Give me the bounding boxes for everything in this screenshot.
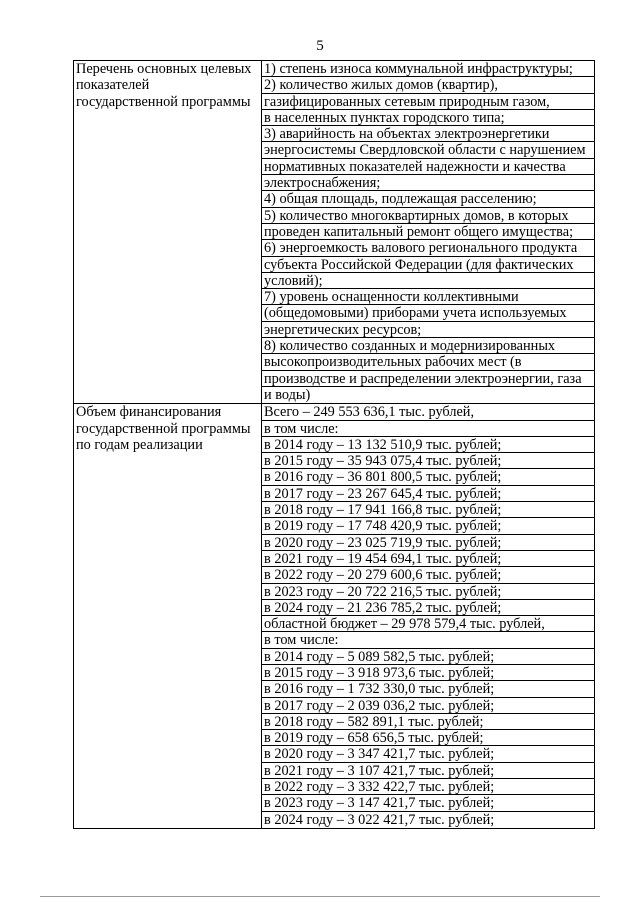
row-label-line: государственной программы <box>76 93 251 110</box>
row-value-line: высокопроизводительных рабочих мест (в <box>262 354 594 370</box>
row-value-line: в 2019 году – 17 748 420,9 тыс. рублей; <box>262 518 594 534</box>
row-value-line: энергетических ресурсов; <box>262 322 594 338</box>
table-row <box>74 61 595 404</box>
row-value-line: 4) общая площадь, подлежащая расселению; <box>262 191 594 207</box>
row-value-line: в 2018 году – 582 891,1 тыс. рублей; <box>262 714 594 730</box>
page-number: 5 <box>316 38 324 54</box>
table-row <box>74 404 595 829</box>
row-value-line: в 2022 году – 20 279 600,6 тыс. рублей; <box>262 567 594 583</box>
row-value-line: в 2015 году – 35 943 075,4 тыс. рублей; <box>262 453 594 469</box>
page-bottom-rule <box>40 896 600 897</box>
row-value-line: в том числе: <box>262 421 594 437</box>
row-value-line: в 2024 году – 3 022 421,7 тыс. рублей; <box>264 811 495 828</box>
row-value-line: в 2024 году – 21 236 785,2 тыс. рублей; <box>262 600 594 616</box>
row-value-line: в 2014 году – 13 132 510,9 тыс. рублей; <box>262 437 594 453</box>
row-value-line: 8) количество созданных и модернизированных <box>262 338 594 354</box>
row-value-line: в 2016 году – 1 732 330,0 тыс. рублей; <box>262 681 594 697</box>
row-value-cell <box>262 404 595 829</box>
row-value-line: в 2021 году – 19 454 694,1 тыс. рублей; <box>262 551 594 567</box>
row-value-line: 7) уровень оснащенности коллективными <box>262 289 594 305</box>
row-value-line: Всего – 249 553 636,1 тыс. рублей, <box>262 404 594 420</box>
row-value-line: 6) энергоемкость валового регионального продукта <box>262 240 594 256</box>
row-value-line: в 2022 году – 3 332 422,7 тыс. рублей; <box>262 779 594 795</box>
row-value-line: нормативных показателей надежности и качества <box>262 159 594 175</box>
row-value-line: субъекта Российской Федерации (для фактических <box>262 257 594 273</box>
row-value-line: 5) количество многоквартирных домов, в которых <box>262 208 594 224</box>
row-value-line: в населенных пунктах городского типа; <box>262 110 594 126</box>
row-value-line: 2) количество жилых домов (квартир), <box>262 77 594 93</box>
row-label-line: по годам реализации <box>76 436 203 453</box>
row-value-line: в 2020 году – 23 025 719,9 тыс. рублей; <box>262 535 594 551</box>
row-value-line: электроснабжения; <box>262 175 594 191</box>
row-value-line: в 2021 году – 3 107 421,7 тыс. рублей; <box>262 763 594 779</box>
program-passport-table <box>73 60 595 829</box>
row-value-line: и воды) <box>264 386 311 403</box>
row-value-line: в 2014 году – 5 089 582,5 тыс. рублей; <box>262 649 594 665</box>
row-label-line: Объем финансирования <box>76 404 222 421</box>
row-value-line: энергосистемы Свердловской области с нарушением <box>262 142 594 158</box>
row-value-line: в 2016 году – 36 801 800,5 тыс. рублей; <box>262 469 594 485</box>
row-value-line: (общедомовыми) приборами учета используемых <box>262 305 594 321</box>
row-label-line: государственной программы <box>76 420 251 437</box>
row-value-line: 1) степень износа коммунальной инфраструктуры; <box>262 61 594 77</box>
row-label-cell <box>74 61 262 404</box>
row-label-cell <box>74 404 262 829</box>
row-value-line: производстве и распределении электроэнергии, газа <box>262 371 594 387</box>
row-label-line: показателей <box>76 77 150 94</box>
row-value-line: в 2017 году – 23 267 645,4 тыс. рублей; <box>262 486 594 502</box>
row-value-line: в 2017 году – 2 039 036,2 тыс. рублей; <box>262 698 594 714</box>
row-value-line: областной бюджет – 29 978 579,4 тыс. рублей, <box>262 616 594 632</box>
row-value-line: в 2019 году – 658 656,5 тыс. рублей; <box>262 730 594 746</box>
row-value-line: в 2023 году – 3 147 421,7 тыс. рублей; <box>262 795 594 811</box>
row-value-line: в 2018 году – 17 941 166,8 тыс. рублей; <box>262 502 594 518</box>
row-label-line: Перечень основных целевых <box>76 61 252 77</box>
row-value-line: условий); <box>262 273 594 289</box>
row-value-cell <box>262 61 595 404</box>
row-value-line: в 2023 году – 20 722 216,5 тыс. рублей; <box>262 584 594 600</box>
row-value-line: газифицированных сетевым природным газом, <box>262 94 594 110</box>
table-body <box>74 61 595 829</box>
row-value-line: 3) аварийность на объектах электроэнергетики <box>262 126 594 142</box>
row-value-line: в 2015 году – 3 918 973,6 тыс. рублей; <box>262 665 594 681</box>
row-value-line: в том числе: <box>262 632 594 648</box>
row-value-line: проведен капитальный ремонт общего имущества; <box>262 224 594 240</box>
row-value-line: в 2020 году – 3 347 421,7 тыс. рублей; <box>262 746 594 762</box>
